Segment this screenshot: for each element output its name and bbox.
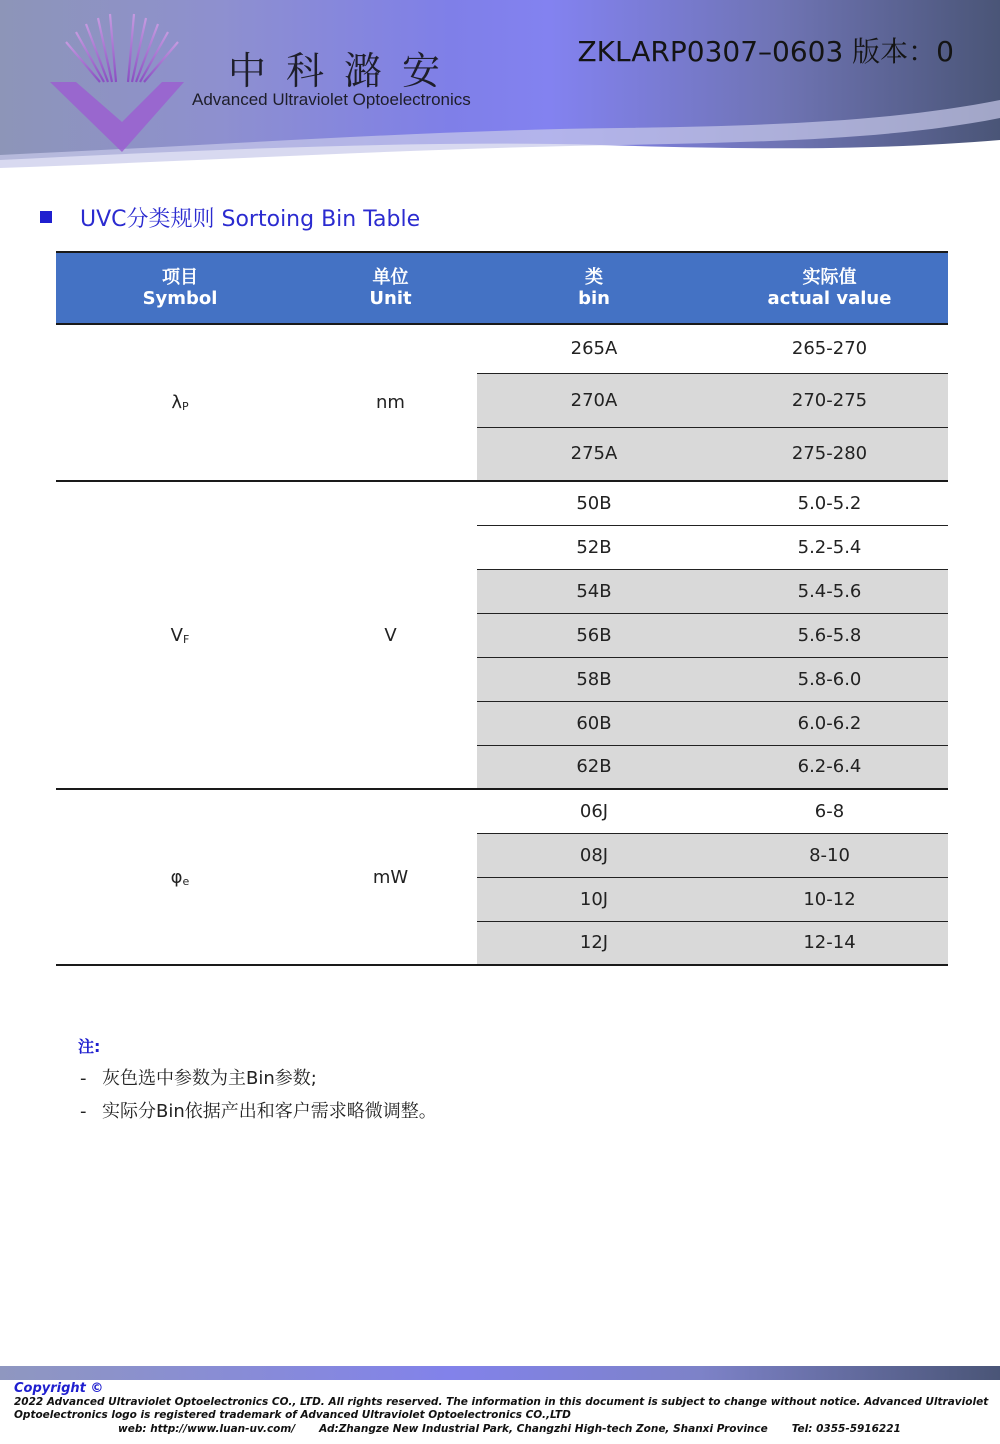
bin-cell: 10J [477, 877, 711, 921]
value-cell: 8-10 [711, 833, 948, 877]
value-cell: 5.2-5.4 [711, 525, 948, 569]
table-row [56, 324, 948, 373]
note-item [80, 1064, 317, 1090]
square-bullet-icon [40, 211, 52, 223]
symbol-subscript: P [182, 400, 189, 413]
diamond-sunburst-logo-icon [44, 12, 184, 152]
sorting-bin-table [56, 251, 948, 966]
table-row [56, 789, 948, 833]
unit-cell: nm [304, 324, 477, 481]
bin-cell: 58B [477, 657, 711, 701]
column-header-cn: 类 [585, 267, 603, 288]
value-cell: 6.2-6.4 [711, 745, 948, 789]
column-header-unit [304, 252, 477, 324]
dash-bullet: - [80, 1101, 87, 1122]
symbol-text: φ [170, 866, 183, 888]
column-header-cn: 项目 [162, 267, 198, 288]
column-header-actual-value [711, 252, 948, 324]
value-cell: 5.8-6.0 [711, 657, 948, 701]
bin-cell: 50B [477, 481, 711, 525]
value-cell: 5.6-5.8 [711, 613, 948, 657]
column-header-cn: 实际值 [802, 267, 857, 288]
symbol-text: λ [171, 392, 182, 413]
symbol-subscript: F [183, 632, 190, 646]
column-header-symbol [56, 252, 304, 324]
website-link[interactable]: web: http://www.luan-uv.com/ [118, 1422, 296, 1435]
symbol-cell-wavelength [56, 324, 304, 481]
brand-name-english: Advanced Ultraviolet Optoelectronics [192, 90, 471, 109]
bin-cell: 54B [477, 569, 711, 613]
notes-title: 注: [78, 1037, 101, 1056]
note-text: 实际分Bin依据产出和客户需求略微调整。 [102, 1101, 437, 1122]
value-cell: 6.0-6.2 [711, 701, 948, 745]
column-header-cn: 单位 [372, 267, 409, 288]
column-header-en: Unit [369, 288, 412, 309]
unit-cell: V [304, 481, 477, 789]
bin-cell: 270A [477, 373, 711, 427]
symbol-cell-radiant-flux [56, 789, 304, 965]
page-header [0, 0, 1000, 180]
brand-name-chinese: 中科潞安 [228, 49, 461, 93]
value-cell: 5.4-5.6 [711, 569, 948, 613]
value-cell: 12-14 [711, 921, 948, 965]
page-footer [14, 1382, 994, 1436]
value-cell: 10-12 [711, 877, 948, 921]
section-title: UVC分类规则 Sortoing Bin Table [80, 206, 421, 232]
symbol-cell-forward-voltage [56, 481, 304, 789]
table-row [56, 481, 948, 525]
value-cell: 265-270 [711, 324, 948, 373]
bin-cell: 275A [477, 427, 711, 481]
bin-cell: 62B [477, 745, 711, 789]
column-header-en: Symbol [142, 288, 218, 309]
bin-cell: 56B [477, 613, 711, 657]
bin-cell: 08J [477, 833, 711, 877]
bin-cell: 06J [477, 789, 711, 833]
note-item [80, 1097, 437, 1123]
document-code-version: ZKLARP0307–0603 版本：0 [577, 35, 954, 68]
section-heading [40, 200, 420, 234]
contact-line [14, 1423, 994, 1437]
value-cell: 270-275 [711, 373, 948, 427]
bin-cell: 265A [477, 324, 711, 373]
bin-cell: 60B [477, 701, 711, 745]
column-header-en: actual value [767, 288, 892, 309]
dash-bullet: - [80, 1068, 87, 1089]
symbol-text: V [170, 624, 183, 646]
column-header-bin [477, 252, 711, 324]
bin-cell: 12J [477, 921, 711, 965]
note-text: 灰色选中参数为主Bin参数; [102, 1068, 317, 1089]
value-cell: 5.0-5.2 [711, 481, 948, 525]
column-header-en: bin [578, 288, 610, 309]
copyright-label: Copyright © [14, 1381, 104, 1396]
address-text: Ad:Zhangze New Industrial Park, Changzhi High-tech Zone, Shanxi Province [319, 1422, 768, 1435]
telephone-text: Tel: 0355-5916221 [791, 1422, 901, 1435]
symbol-subscript: e [182, 874, 190, 888]
bin-cell: 52B [477, 525, 711, 569]
value-cell: 275-280 [711, 427, 948, 481]
copyright-statement: 2022 Advanced Ultraviolet Optoelectronics CO., LTD. All rights reserved. The information in this document is subject to change without notice. Advanced Ultraviolet Optoelectronics logo is registered trademark of Advanced Ultraviolet Optoelectronics CO.,LTD [14, 1395, 989, 1421]
unit-cell: mW [304, 789, 477, 965]
footer-gradient-bar [0, 1366, 1000, 1380]
table-header-row [56, 252, 948, 324]
value-cell: 6-8 [711, 789, 948, 833]
